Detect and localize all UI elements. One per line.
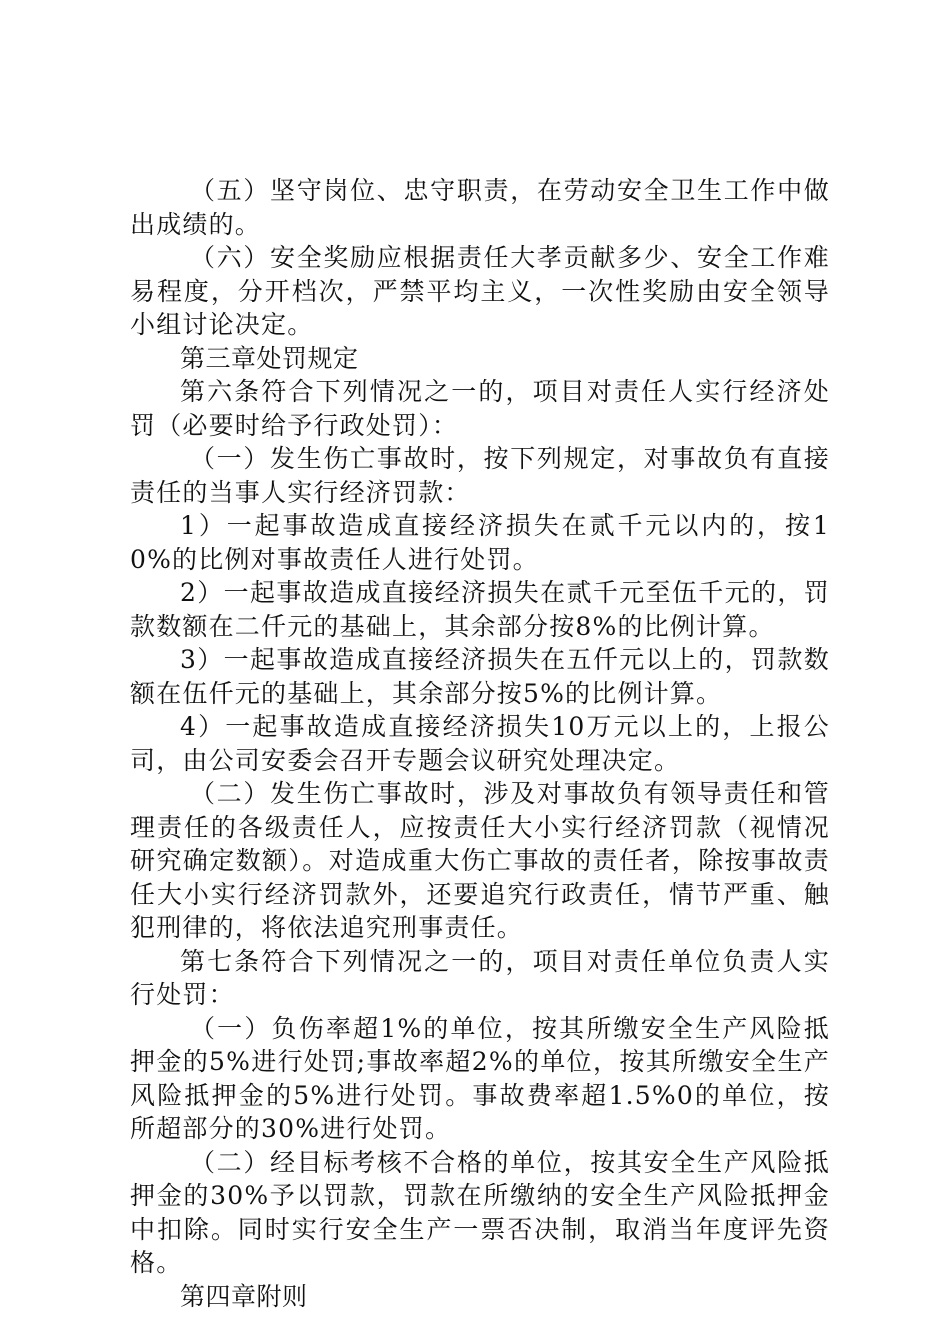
chapter-4-heading: 第四章附则 [180, 1281, 308, 1311]
article-6: 第六条符合下列情况之一的，项目对责任人实行经济处罚（必要时给予行政处罚）： [130, 377, 830, 440]
article-6-rule-3: 3）一起事故造成直接经济损失在五仟元以上的，罚款数额在伍仟元的基础上，其余部分按5%的比例计算。 [130, 645, 830, 708]
article-6-rule-4: 4）一起事故造成直接经济损失10万元以上的，上报公司，由公司安委会召开专题会议研究处理决定。 [130, 712, 830, 775]
article-6-rule-1: 1）一起事故造成直接经济损失在贰千元以内的，按10%的比例对事故责任人进行处罚。 [130, 511, 830, 574]
paragraph-item-6: （六）安全奖励应根据责任大孝贡献多少、安全工作难易程度，分开档次，严禁平均主义，一次性奖励由安全领导小组讨论决定。 [130, 243, 830, 339]
paragraph-item-5: （五）坚守岗位、忠守职责，在劳动安全卫生工作中做出成绩的。 [130, 176, 830, 239]
article-7-clause-1: （一）负伤率超1%的单位，按其所缴安全生产风险抵押金的5%进行处罚;事故率超2%的单位，按其所缴安全生产风险抵押金的5%进行处罚。事故费率超1.5%0的单位，按所超部分的30%进行处罚。 [130, 1013, 830, 1143]
article-6-clause-2: （二）发生伤亡事故时，涉及对事故负有领导责任和管理责任的各级责任人，应按责任大小实行经济罚款（视情况研究确定数额）。对造成重大伤亡事故的责任者，除按事故责任大小实行经济罚款外，还要追究行政责任，情节严重、触犯刑律的，将依法追究刑事责任。 [130, 779, 830, 942]
article-6-rule-2: 2）一起事故造成直接经济损失在贰千元至伍千元的，罚款数额在二仟元的基础上，其余部分按8%的比例计算。 [130, 578, 830, 641]
chapter-3-heading: 第三章处罚规定 [180, 343, 359, 373]
article-7: 第七条符合下列情况之一的，项目对责任单位负责人实行处罚： [130, 946, 830, 1009]
document-body [130, 174, 830, 1313]
article-6-clause-1: （一）发生伤亡事故时，按下列规定，对事故负有直接责任的当事人实行经济罚款： [130, 444, 830, 507]
article-7-clause-2: （二）经目标考核不合格的单位，按其安全生产风险抵押金的30%予以罚款，罚款在所缴纳的安全生产风险抵押金中扣除。同时实行安全生产一票否决制，取消当年度评先资格。 [130, 1147, 830, 1277]
